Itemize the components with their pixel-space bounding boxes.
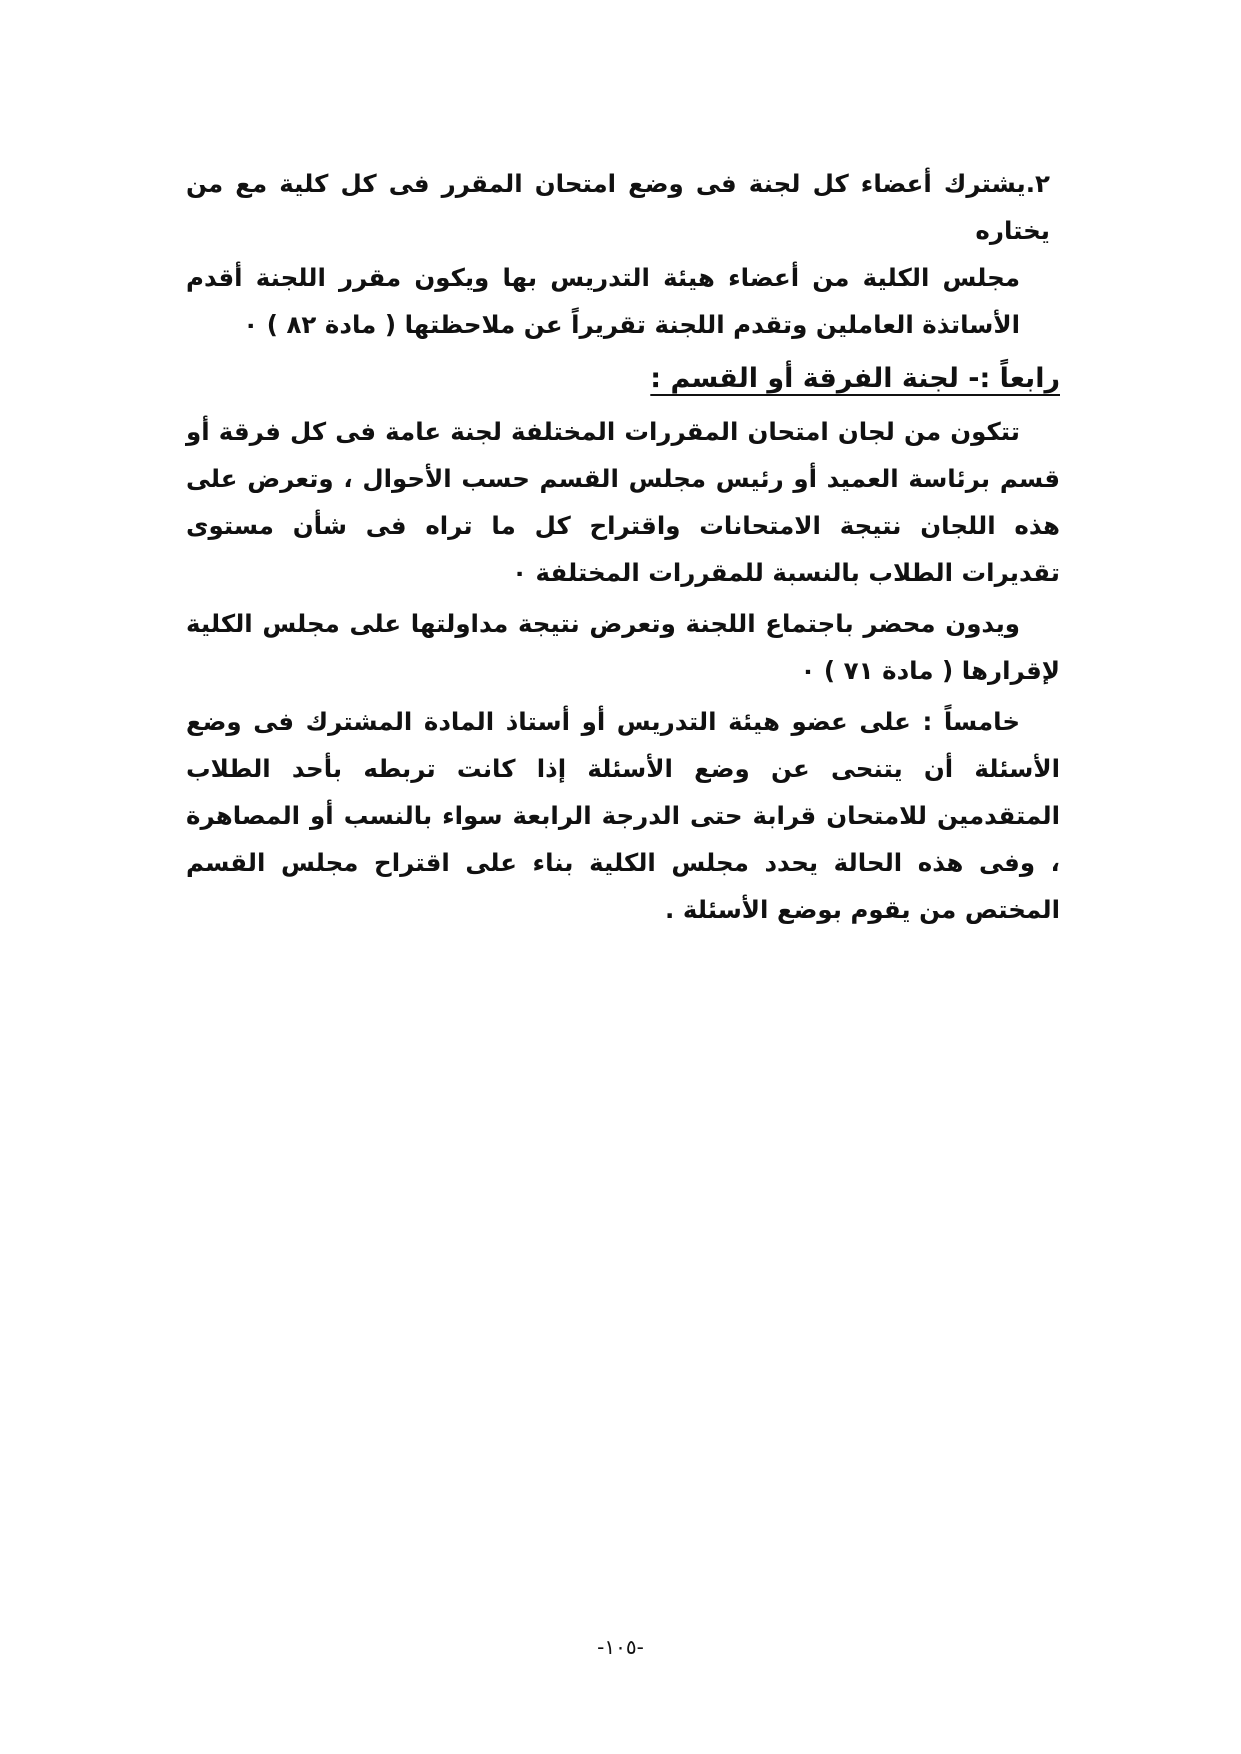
item-2-continuation: مجلس الكلية من أعضاء هيئة التدريس بها ويكون مقرر اللجنة أقدم الأساتذة العاملين وتقدم اللجنة تقريراً عن ملاحظتها ( مادة ٨٢ ) ٠ xyxy=(186,263,1020,339)
item-2-first-line: ٢.يشترك أعضاء كل لجنة فى وضع امتحان المقرر فى كل كلية مع من يختاره xyxy=(186,169,1050,245)
paragraph-committee: تتكون من لجان امتحان المقررات المختلفة لجنة عامة فى كل فرقة أو قسم برئاسة العميد أو رئيس مجلس القسم حسب الأحوال ، وتعرض على هذه اللجان نتيجة الامتحانات واقتراح كل ما تراه فى شأن مستوى تقديرات الطلاب بالنسبة للمقررات المختلفة ٠ xyxy=(186,417,1060,587)
page-number: -١٠٥- xyxy=(597,1635,644,1659)
body-text xyxy=(186,160,1060,933)
paragraph-fifth: خامساً : على عضو هيئة التدريس أو أستاذ المادة المشترك فى وضع الأسئلة أن يتنحى عن وضع الأسئلة إذا كانت تربطه بأحد الطلاب المتقدمين للامتحان قرابة حتى الدرجة الرابعة سواء بالنسب أو المصاهرة ، وفى هذه الحالة يحدد مجلس الكلية بناء على اقتراح مجلس القسم المختص من يقوم بوضع الأسئلة . xyxy=(186,707,1060,924)
item-2 xyxy=(186,160,1060,348)
paragraph-minutes: ويدون محضر باجتماع اللجنة وتعرض نتيجة مداولتها على مجلس الكلية لإقرارها ( مادة ٧١ ) ٠ xyxy=(186,609,1060,685)
section-heading-fourth: رابعاً :- لجنة الفرقة أو القسم : xyxy=(650,363,1060,394)
